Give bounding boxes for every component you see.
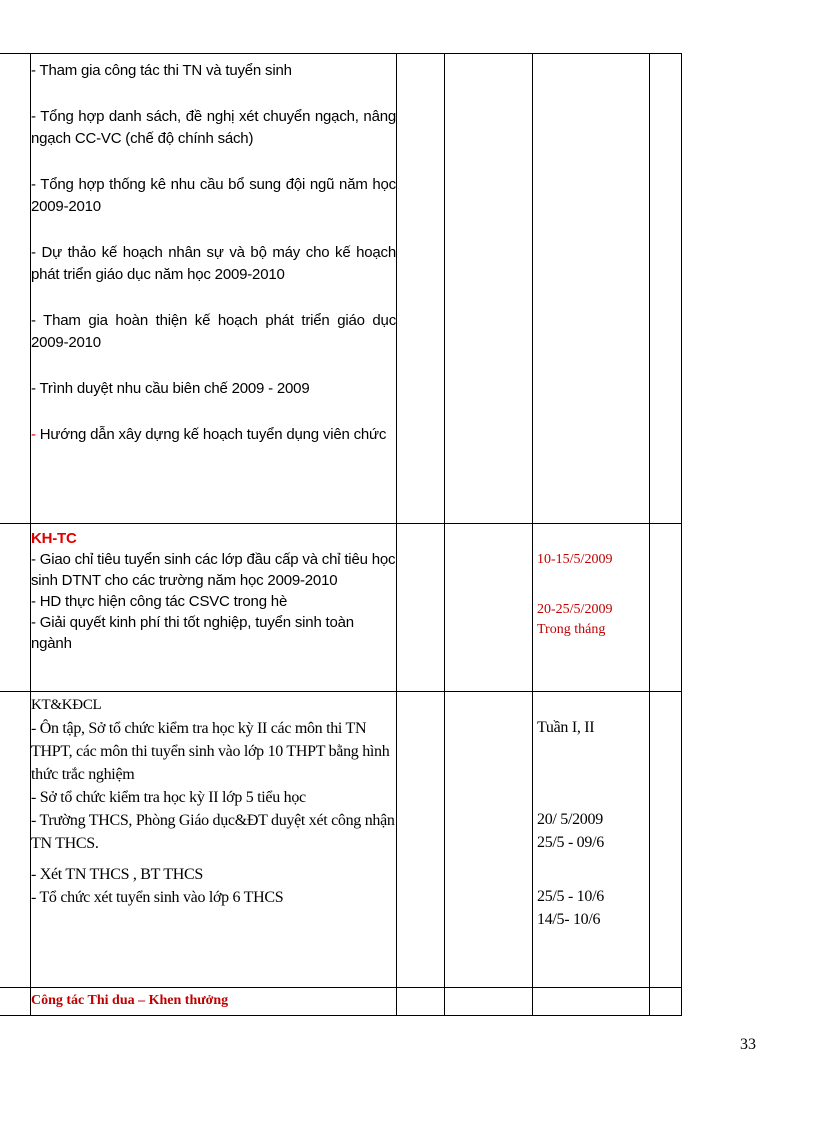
- cell-right: [650, 988, 682, 1016]
- cell-left: [0, 524, 31, 692]
- table-row-emulation: [0, 988, 682, 1016]
- cell-blank: [397, 692, 445, 988]
- cell-time: [533, 988, 650, 1016]
- cell-left: [0, 54, 31, 524]
- cell-blank: [445, 692, 533, 988]
- section-heading: Công tác Thi dua – Khen thưởng: [31, 993, 229, 1008]
- table-row-personnel: [0, 54, 682, 524]
- list-item: - Tham gia công tác thi TN và tuyển sinh: [31, 62, 292, 79]
- cell-blank: [445, 988, 533, 1016]
- list-item: - Tổng hợp danh sách, đề nghị xét chuyển ngạch, nâng ngạch CC-VC (chế độ chính sách): [31, 108, 396, 147]
- time-label: Tuần I, II: [537, 719, 595, 736]
- list-item: - Giải quyết kinh phí thi tốt nghiệp, tuyển sinh toàn ngành: [31, 614, 354, 652]
- list-item: - Xét TN THCS , BT THCS: [31, 866, 203, 883]
- table-row-exams: [0, 692, 682, 988]
- cell-time: [533, 524, 650, 692]
- list-item: - Dự thảo kế hoạch nhân sự và bộ máy cho kế hoạch phát triển giáo dục năm học 2009-2010: [31, 244, 396, 283]
- time-label: Trong tháng: [537, 622, 606, 637]
- cell-time: [533, 692, 650, 988]
- plan-table: [0, 53, 682, 1016]
- cell-blank: [397, 988, 445, 1016]
- list-item: - Ôn tập, Sở tổ chức kiểm tra học kỳ II các môn thi TN THPT, các môn thi tuyển sinh vào lớp 10 THPT bằng hình thức trắc nghiệm: [31, 720, 390, 783]
- cell-left: [0, 692, 31, 988]
- time-label: 10-15/5/2009: [537, 552, 613, 567]
- cell-blank: [397, 54, 445, 524]
- table-row-finance: [0, 524, 682, 692]
- cell-right: [650, 524, 682, 692]
- cell-blank: [445, 54, 533, 524]
- cell-content: [31, 692, 397, 988]
- time-label: 20/ 5/2009: [537, 811, 603, 828]
- cell-right: [650, 692, 682, 988]
- cell-content: [31, 54, 397, 524]
- cell-blank: [445, 524, 533, 692]
- time-label: 20-25/5/2009: [537, 602, 613, 617]
- list-item: - Tham gia hoàn thiện kế hoạch phát triển giáo dục 2009-2010: [31, 312, 396, 351]
- list-item: - Hướng dẫn xây dựng kế hoạch tuyển dụng viên chức: [31, 426, 387, 443]
- cell-content: [31, 524, 397, 692]
- list-item: - Trường THCS, Phòng Giáo dục&ĐT duyệt xét công nhận TN THCS.: [31, 812, 395, 852]
- cell-right: [650, 54, 682, 524]
- cell-time: [533, 54, 650, 524]
- time-label: 25/5 - 10/6: [537, 888, 604, 905]
- list-item: - Giao chỉ tiêu tuyển sinh các lớp đầu cấp và chỉ tiêu học sinh DTNT cho các trường năm học 2009-2010: [31, 551, 396, 589]
- cell-content: [31, 988, 397, 1016]
- page-number: 33: [740, 1036, 756, 1053]
- list-item: - HD thực hiện công tác CSVC trong hè: [31, 593, 288, 610]
- section-heading: KH-TC: [31, 530, 77, 547]
- list-item: - Tổ chức xét tuyển sinh vào lớp 6 THCS: [31, 889, 284, 906]
- cell-left: [0, 988, 31, 1016]
- list-item: - Tổng hợp thống kê nhu cầu bổ sung đội ngũ năm học 2009-2010: [31, 176, 396, 215]
- time-label: 25/5 - 09/6: [537, 834, 604, 851]
- list-item: - Trình duyệt nhu cầu biên chế 2009 - 2009: [31, 380, 310, 397]
- section-heading: KT&KĐCL: [31, 697, 102, 713]
- cell-blank: [397, 524, 445, 692]
- list-item: - Sở tổ chức kiểm tra học kỳ II lớp 5 tiểu học: [31, 789, 306, 806]
- time-label: 14/5- 10/6: [537, 911, 601, 928]
